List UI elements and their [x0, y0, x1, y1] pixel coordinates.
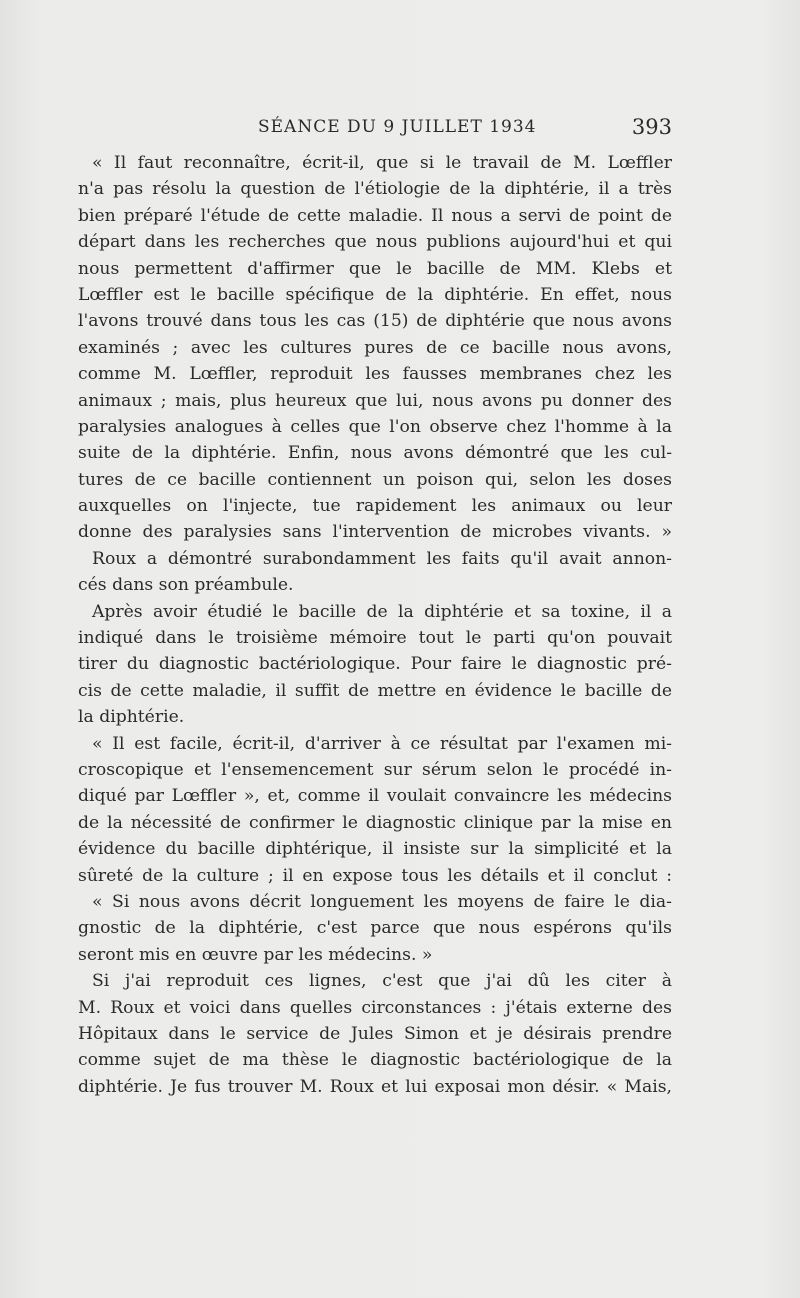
text-line: « Si nous avons décrit longuement les moyens de faire le dia- [92, 891, 672, 912]
page-number: 393 [631, 115, 672, 139]
text-line: donne des paralysies sans l'intervention de microbes vivants. » [78, 522, 672, 543]
text-line: tirer du diagnostic bactériologique. Pour faire le diagnostic pré- [78, 654, 672, 675]
text-line: « Il est facile, écrit-il, d'arriver à ce résultat par l'examen mi- [92, 733, 672, 754]
text-line: diqué par Lœffler », et, comme il voulait convaincre les médecins [78, 786, 672, 807]
text-line: comme M. Lœffler, reproduit les fausses membranes chez les [78, 364, 672, 385]
text-line: tures de ce bacille contiennent un poison qui, selon les doses [78, 469, 672, 490]
text-line: l'avons trouvé dans tous les cas (15) de diphtérie que nous avons [78, 311, 672, 332]
page-header [78, 112, 672, 142]
text-line: suite de la diphtérie. Enfin, nous avons démontré que les cul- [78, 443, 672, 464]
text-line: cés dans son préambule. [78, 575, 294, 596]
text-line: évidence du bacille diphtérique, il insiste sur la simplicité et la [78, 839, 672, 860]
body-text [78, 150, 672, 1100]
text-line: de la nécessité de confirmer le diagnostic clinique par la mise en [78, 812, 672, 833]
text-line: indiqué dans le troisième mémoire tout le parti qu'on pouvait [78, 628, 672, 649]
text-line: paralysies analogues à celles que l'on observe chez l'homme à la [78, 416, 672, 437]
text-line: cis de cette maladie, il suffit de mettre en évidence le bacille de [78, 680, 672, 701]
text-line: sûreté de la culture ; il en expose tous les détails et il conclut : [78, 865, 672, 886]
text-line: Hôpitaux dans le service de Jules Simon et je désirais prendre [78, 1023, 672, 1044]
text-line: comme sujet de ma thèse le diagnostic bactériologique de la [78, 1050, 672, 1071]
text-line: Si j'ai reproduit ces lignes, c'est que j'ai dû les citer à [92, 971, 672, 992]
text-line: croscopique et l'ensemencement sur sérum selon le procédé in- [78, 759, 672, 780]
running-title: SÉANCE DU 9 JUILLET 1934 [258, 117, 537, 137]
text-line: auxquelles on l'injecte, tue rapidement les animaux ou leur [78, 496, 672, 517]
text-line: nous permettent d'affirmer que le bacille de MM. Klebs et [78, 258, 672, 279]
text-line: seront mis en œuvre par les médecins. » [78, 944, 433, 965]
text-line: Après avoir étudié le bacille de la diphtérie et sa toxine, il a [92, 601, 672, 622]
text-line: bien préparé l'étude de cette maladie. Il nous a servi de point de [78, 205, 672, 226]
text-line: « Il faut reconnaître, écrit-il, que si le travail de M. Lœffler [92, 153, 672, 173]
text-line: diphtérie. Je fus trouver M. Roux et lui exposai mon désir. « Mais, [78, 1076, 672, 1097]
text-line: Lœffler est le bacille spécifique de la diphtérie. En effet, nous [78, 284, 672, 305]
text-line: animaux ; mais, plus heureux que lui, nous avons pu donner des [78, 390, 672, 411]
text-line: départ dans les recherches que nous publions aujourd'hui et qui [78, 232, 672, 253]
text-line: n'a pas résolu la question de l'étiologie de la diphtérie, il a très [78, 179, 672, 200]
text-line: M. Roux et voici dans quelles circonstances : j'étais externe des [78, 997, 672, 1018]
text-line: Roux a démontré surabondamment les faits qu'il avait annon- [92, 548, 672, 569]
text-line: examinés ; avec les cultures pures de ce bacille nous avons, [78, 337, 672, 358]
text-line: gnostic de la diphtérie, c'est parce que nous espérons qu'ils [78, 918, 672, 939]
text-line: la diphtérie. [78, 707, 185, 728]
